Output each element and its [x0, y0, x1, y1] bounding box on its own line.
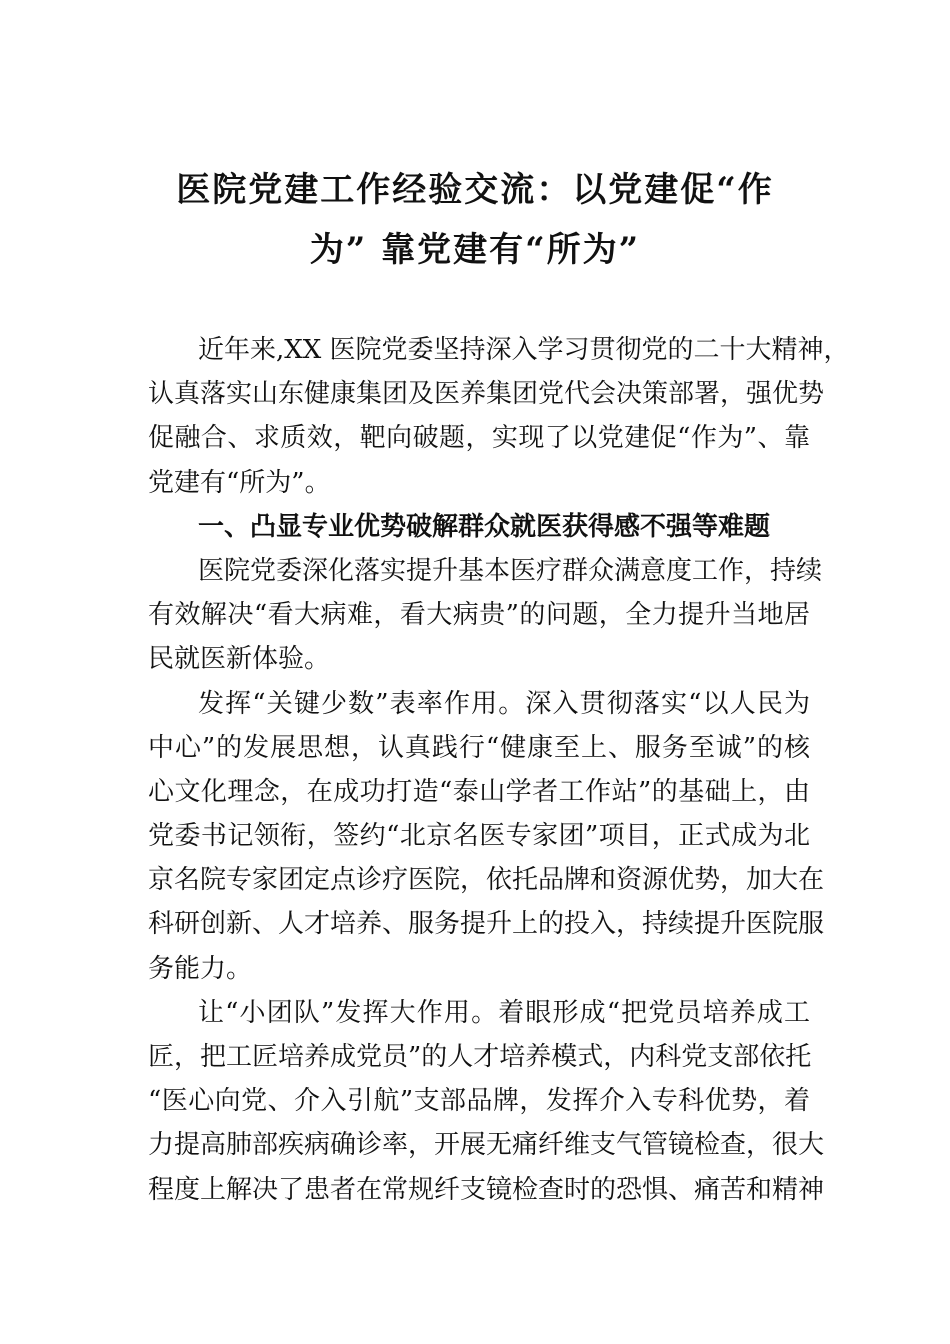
paragraph-line: 党委书记领衔，签约“北京名医专家团”项目，正式成为北	[148, 821, 810, 852]
document-title-line-1: 医院党建工作经验交流：以党建促“作	[176, 170, 774, 210]
section-heading	[148, 505, 810, 549]
paragraph-line: 发挥“关键少数”表率作用。深入贯彻落实“以人民为	[198, 688, 810, 719]
paragraph-line: 医院党委深化落实提升基本医疗群众满意度工作，持续	[198, 555, 823, 586]
paragraph	[148, 682, 825, 991]
heading-text: 一、凸显专业优势破解群众就医获得感不强等难题	[198, 511, 771, 542]
paragraph-line: 认真落实山东健康集团及医养集团党代会决策部署，强优势	[148, 379, 825, 410]
paragraph-line: 党建有“所为”。	[148, 467, 331, 498]
paragraph-line: 程度上解决了患者在常规纤支镜检查时的恐惧、痛苦和精神	[148, 1174, 825, 1205]
paragraph-line: 务能力。	[148, 953, 253, 984]
paragraph-line: 近年来,XX 医院党委坚持深入学习贯彻党的二十大精神，	[198, 335, 850, 365]
document-title-line-2: 为” 靠党建有“所为”	[309, 230, 641, 270]
paragraph-line: 有效解决“看大病难，看大病贵”的问题，全力提升当地居	[148, 600, 810, 631]
paragraph-line: “医心向党、介入引航”支部品牌，发挥介入专科优势，着	[148, 1086, 810, 1117]
paragraph	[148, 991, 825, 1212]
paragraph-line: 匠，把工匠培养成党员”的人才培养模式，内科党支部依托	[148, 1042, 812, 1072]
paragraph-line: 科研创新、人才培养、服务提升上的投入，持续提升医院服	[148, 909, 825, 940]
paragraph-line: 心文化理念，在成功打造“泰山学者工作站”的基础上，由	[148, 776, 810, 807]
paragraph	[148, 549, 823, 682]
paragraph-line: 让“小团队”发挥大作用。着眼形成“把党员培养成工	[198, 997, 810, 1028]
paragraph	[148, 328, 850, 505]
paragraph-line: 京名院专家团定点诊疗医院，依托品牌和资源优势，加大在	[148, 865, 825, 896]
paragraph-line: 民就医新体验。	[148, 644, 331, 675]
paragraph-line: 促融合、求质效，靶向破题，实现了以党建促“作为”、靠	[148, 423, 810, 454]
paragraph-line: 中心”的发展思想，认真践行“健康至上、服务至诚”的核	[148, 732, 810, 763]
paragraph-line: 力提高肺部疾病确诊率，开展无痛纤维支气管镜检查，很大	[148, 1130, 825, 1161]
document-body	[148, 328, 850, 1212]
